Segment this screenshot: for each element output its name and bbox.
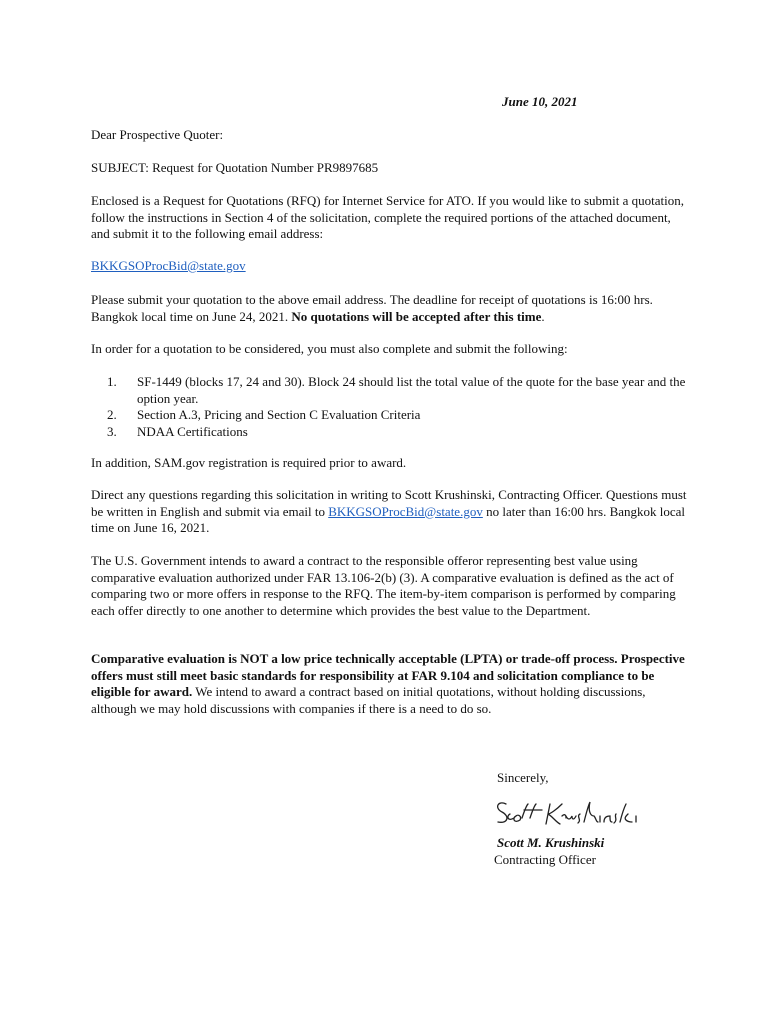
sam-registration-note: In addition, SAM.gov registration is required prior to award. (91, 455, 407, 470)
signer-title: Contracting Officer (494, 852, 596, 867)
list-item-text: SF-1449 (blocks 17, 24 and 30). Block 24 should list the total value of the quote for the base year and the option year. (137, 374, 686, 406)
list-item-text: NDAA Certifications (137, 423, 248, 439)
comparative-bold-text: Comparative evaluation is NOT a low price technically acceptable (LPTA) or trade-off process. Prospective offers must still meet basic standards for responsibility at FAR 9.104 and solicitation compliance to be eligible for award. (91, 651, 685, 699)
email-address-line (91, 258, 691, 275)
list-item-number: 3. (107, 423, 117, 439)
evaluation-paragraph: The U.S. Government intends to award a contract to the responsible offeror representing best value using comparative evaluation authorized under FAR 13.106-2(b) (3). A comparative evaluation is defined as the act of comparing two or more offers in response to the RFQ. The item-by-item comparison is performed by comparing each offer directly to one another to determine which provides the best value to the Department. (91, 553, 676, 618)
signer-name: Scott M. Krushinski (497, 835, 605, 850)
deadline-text: Please submit your quotation to the above email address. The deadline for receipt of quotations is 16:00 hrs. Bangkok local time on June 24, 2021. (91, 292, 653, 324)
handwritten-signature (492, 796, 652, 830)
questions-text: Direct any questions regarding this solicitation in writing to Scott Krushinski, Contracting Officer. Questions must be written in English and submit via email to (91, 487, 687, 519)
order-intro: In order for a quotation to be considered, you must also complete and submit the following: (91, 341, 568, 356)
list-item (91, 424, 691, 441)
questions-email-link[interactable]: BKKGSOProcBid@state.gov (328, 503, 483, 519)
questions-end: no later than 16:00 hrs. Bangkok local time on June 16, 2021. (91, 503, 686, 535)
list-item-text: Section A.3, Pricing and Section C Evaluation Criteria (137, 407, 421, 422)
deadline-paragraph (91, 292, 691, 325)
requirements-list (91, 374, 691, 440)
letter-date: June 10, 2021 (502, 94, 578, 109)
comparative-text: We intend to award a contract based on initial quotations, without holding discussions, although we may hold discussions with companies if there is a need to do so. (91, 684, 646, 716)
list-item-number: 1. (107, 374, 117, 389)
closing: Sincerely, (497, 770, 549, 785)
deadline-bold-text: No quotations will be accepted after this time (291, 308, 542, 324)
list-item (91, 374, 691, 407)
intro-paragraph: Enclosed is a Request for Quotations (RFQ) for Internet Service for ATO. If you would like to submit a quotation, follow the instructions in Section 4 of the solicitation, complete the required portions of the attached document, and submit it to the following email address: (91, 193, 684, 241)
subject-line: SUBJECT: Request for Quotation Number PR9897685 (91, 160, 379, 175)
list-item-number: 2. (107, 407, 117, 422)
salutation: Dear Prospective Quoter: (91, 127, 224, 142)
list-item (91, 407, 691, 424)
questions-paragraph (91, 487, 691, 537)
submission-email-link[interactable]: BKKGSOProcBid@state.gov (91, 258, 246, 273)
comparative-paragraph (91, 651, 691, 717)
deadline-end: . (541, 308, 545, 324)
